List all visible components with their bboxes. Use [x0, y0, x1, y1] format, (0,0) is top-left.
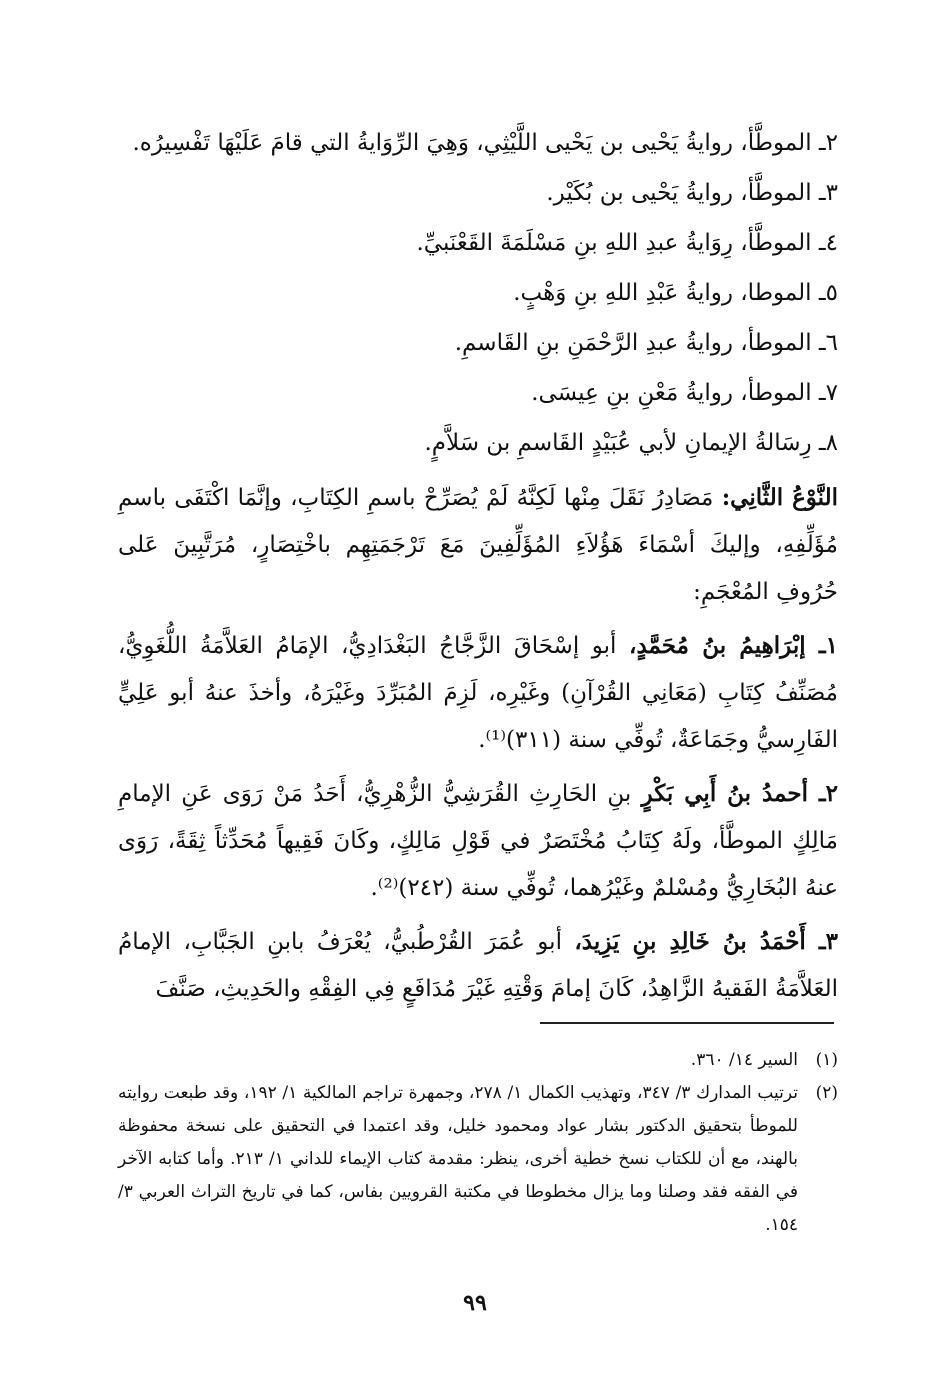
biography-entry [118, 770, 838, 912]
list-item: ٤ـ الموطَّأ، رِوَايةُ عبدِ اللهِ بنِ مَسْلَمَةَ القَعْنَبيِّ. [416, 230, 838, 256]
biography-entry [118, 622, 838, 764]
footnote-number: (٢) [815, 1083, 838, 1103]
section-heading: النَّوْعُ الثَّانِي: [721, 484, 839, 511]
list-item: ٨ـ رِسَالةُ الإيمانِ لأبي عُبَيْدٍ القَاسمِ بن سَلاَّمٍ. [424, 430, 838, 456]
entry-lead: ٣ـ أَحْمَدُ بنُ خَالِدِ بنِ يَزِيدَ، [574, 928, 838, 955]
list-item: ٢ـ الموطَّأ، روايةُ يَحْيى بن يَحْيى اللَّيْثِي، وَهِيَ الرِّوَايةُ التي قامَ عَلَيْهَا تَفْسِيرُه. [132, 130, 838, 156]
entry-lead: ١ـ إبْرَاهِيمُ بنُ مُحَمَّدٍ، [629, 632, 838, 659]
entry-text: أبو عُمَرَ القُرْطُبيُّ، يُعْرَفُ بابنِ الجَبَّابِ، الإمامُ العَلاَّمَةُ الفَقيهُ الزَّاهِدُ، كَانَ إمامَ وَقْتِهِ غَيْرَ مُدَافَعٍ فِي الفِقْهِ والحَدِيثِ، صَنَّفَ [118, 929, 838, 1002]
section-paragraph [118, 474, 838, 616]
list-item: ٧ـ الموطأ، روايةُ مَعْنِ بنِ عِيسَى. [531, 380, 838, 406]
list-item: ٥ـ الموطا، روايةُ عَبْدِ اللهِ بنِ وَهْبٍ. [513, 280, 838, 306]
entry-lead: ٢ـ أحمدُ بنُ أَبِي بَكْرٍ [641, 780, 838, 807]
biography-entry [118, 918, 838, 1013]
footnote [118, 1044, 838, 1077]
footnote-number: (١) [815, 1050, 838, 1070]
footnotes [118, 1044, 838, 1242]
entry-text: أبو إسْحَاقَ الزَّجَّاجُ البَغْدَادِيُّ، الإمَامُ العَلاَّمَةُ اللُّغَوِيُّ، مُصَنِّفُ كِتَابِ (مَعَانِي القُرْآنِ) وغَيْرِه، لَزِمَ المُبَرِّدَ وغَيْرَهُ، وأخذَ عنهُ أبو عَلِيٍّ الفَارِسيُّ وجَمَاعَةٌ، تُوفِّي سنة (٣١١)⁽¹⁾. [118, 633, 838, 753]
main-text [118, 118, 838, 1013]
list-item: ٣ـ الموطَّأ، روايةُ يَحْيى بن بُكَيْر. [546, 180, 838, 206]
footnote-text: ترتيب المدارك ٣/ ٣٤٧، وتهذيب الكمال ١/ ٢٧٨، وجمهرة تراجم المالكية ١/ ١٩٢، وقد طبعت روايته للموطأ بتحقيق الدكتور بشار عواد ومحمود خليل، وقد اعتمدا في التحقيق على نسخة محفوظة بالهند، مع أن للكتاب نسخ خطية أخرى، ينظر: مقدمة كتاب الإيماء للداني ١/ ٢١٣. وأما كتابه الآخر في الفقه فقد وصلنا وما يزال مخطوطا في مكتبة القرويين بفاس، كما في تاريخ التراث العربي ٣/ ١٥٤. [118, 1083, 798, 1235]
footnote-divider [540, 1022, 834, 1024]
section-text: مَصَادِرُ نَقَلَ مِنْها لَكِنَّهُ لَمْ يُصَرِّحْ باسمِ الكِتَابِ، وإنَّمَا اكْتَفَى باسمِ مُؤَلِّفِهِ، وإليكَ أسْمَاءَ هَؤُلاَءِ المُؤَلِّفِينَ مَعَ تَرْجَمَتِهِم باخْتِصَارٍ، مُرَتَّبِينَ عَلى حُرُوفِ المُعْجَمِ: [118, 485, 838, 605]
list-item: ٦ـ الموطأ، روايةُ عبدِ الرَّحْمَنِ بنِ القَاسمِ. [454, 330, 838, 356]
entry-text: بنِ الحَارِثِ القُرَشِيُّ الزُّهْرِيُّ، أَحَدُ مَنْ رَوَى عَنِ الإمامِ مَالِكٍ الموطَّأ، ولَهُ كِتَابُ مُخْتَصَرٌ في قَوْلِ مَالِكٍ، وكَانَ فَقِيهاً مُحَدِّثاً ثِقَةً، رَوَى عنهُ البُخَارِيُّ ومُسْلمٌ وغَيْرُهما، تُوفِّي سنة (٢٤٢)⁽²⁾. [118, 781, 838, 901]
footnote [118, 1077, 838, 1242]
page-number: ٩٩ [463, 1290, 487, 1316]
footnote-text: السير ١٤/ ٣٦٠. [690, 1050, 798, 1070]
